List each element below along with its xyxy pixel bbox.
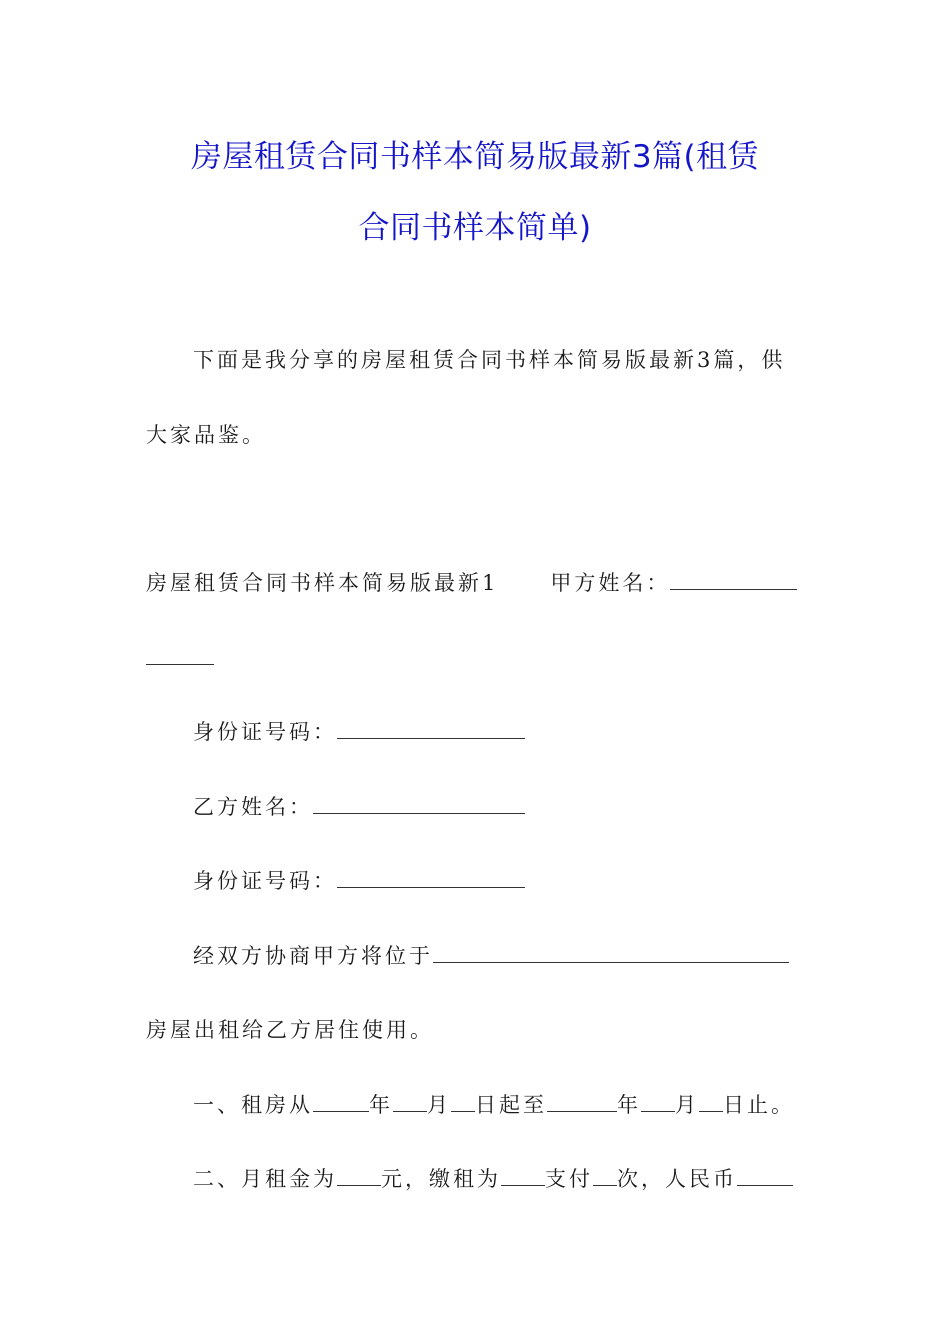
party-b-id-label: 身份证号码：	[193, 869, 337, 893]
end-month-blank[interactable]	[641, 1093, 675, 1112]
monthly-rent-blank[interactable]	[337, 1167, 381, 1186]
party-a-id-row	[193, 717, 525, 747]
party-a-name-blank-continued-row	[146, 643, 214, 673]
clause-1-row	[193, 1090, 795, 1120]
clause-2-yuan: 元，缴租为	[381, 1167, 501, 1191]
start-day-blank[interactable]	[451, 1093, 475, 1112]
party-a-id-label: 身份证号码：	[193, 720, 337, 744]
party-a-id-blank[interactable]	[337, 720, 525, 739]
clause-2-row	[193, 1164, 793, 1194]
intro-paragraph-line-1: 下面是我分享的房屋租赁合同书样本简易版最新3篇，供	[193, 348, 786, 372]
agreement-row	[193, 941, 789, 971]
document-title-line-2: 合同书样本简单)	[358, 210, 592, 246]
party-a-name-label: 甲方姓名：	[550, 571, 671, 595]
payment-count-blank[interactable]	[593, 1167, 617, 1186]
payment-period-blank[interactable]	[501, 1167, 545, 1186]
clause-2-times: 次，人民币	[617, 1167, 737, 1191]
contract-heading: 房屋租赁合同书样本简易版最新1	[146, 571, 499, 595]
property-address-blank[interactable]	[433, 944, 789, 963]
contract-heading-row	[146, 568, 797, 598]
clause-1-day-1: 日起至	[475, 1093, 547, 1117]
clause-1-day-2: 日止。	[723, 1093, 795, 1117]
party-b-name-row	[193, 792, 525, 822]
rmb-amount-blank[interactable]	[737, 1167, 793, 1186]
party-b-name-label: 乙方姓名：	[193, 795, 313, 819]
end-year-blank[interactable]	[547, 1093, 617, 1112]
clause-2-pay: 支付	[545, 1167, 593, 1191]
document-title-line-1: 房屋租赁合同书样本简易版最新3篇(租赁	[190, 139, 760, 175]
clause-2-prefix: 二、月租金为	[193, 1167, 337, 1191]
clause-1-year-1: 年	[369, 1093, 393, 1117]
clause-1-month-1: 月	[427, 1093, 451, 1117]
start-year-blank[interactable]	[313, 1093, 369, 1112]
start-month-blank[interactable]	[393, 1093, 427, 1112]
agreement-continued: 房屋出租给乙方居住使用。	[146, 1018, 434, 1042]
intro-paragraph-line-2: 大家品鉴。	[146, 423, 266, 447]
clause-1-prefix: 一、租房从	[193, 1093, 313, 1117]
clause-1-month-2: 月	[675, 1093, 699, 1117]
party-a-name-blank[interactable]	[670, 571, 797, 590]
party-b-name-blank[interactable]	[313, 795, 525, 814]
end-day-blank[interactable]	[699, 1093, 723, 1112]
agreement-text: 经双方协商甲方将位于	[193, 944, 433, 968]
party-a-name-blank-continued[interactable]	[146, 646, 214, 665]
party-b-id-row	[193, 866, 525, 896]
party-b-id-blank[interactable]	[337, 869, 525, 888]
clause-1-year-2: 年	[617, 1093, 641, 1117]
